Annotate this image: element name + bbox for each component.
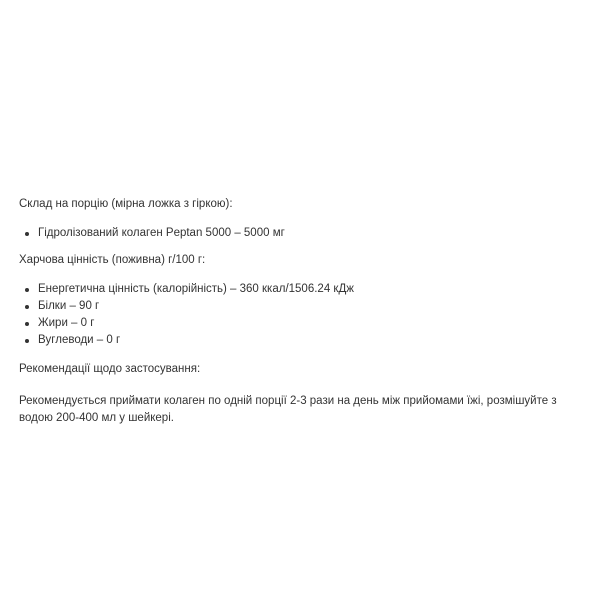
nutrition-item-text: Білки – 90 г — [38, 300, 100, 312]
serving-item-text: Гідролізований колаген Peptan 5000 – 5000 мг — [38, 227, 285, 239]
nutrition-list — [19, 281, 589, 349]
list-item — [19, 332, 589, 349]
list-item — [19, 281, 589, 298]
list-item — [19, 225, 589, 242]
bullet-icon — [25, 305, 29, 309]
bullet-icon — [25, 339, 29, 343]
nutrition-item-text: Енергетична цінність (калорійність) – 360 ккал/1506.24 кДж — [38, 283, 354, 295]
bullet-icon — [25, 322, 29, 326]
serving-heading: Склад на порцію (мірна ложка з гіркою): — [19, 198, 233, 210]
list-item — [19, 315, 589, 332]
serving-list — [19, 225, 589, 242]
recommendations-heading: Рекомендації щодо застосування: — [19, 363, 201, 375]
nutrition-item-text: Жири – 0 г — [38, 317, 95, 329]
bullet-icon — [25, 232, 29, 236]
bullet-icon — [25, 288, 29, 292]
nutrition-heading: Харчова цінність (поживна) г/100 г: — [19, 254, 206, 266]
nutrition-item-text: Вуглеводи – 0 г — [38, 334, 121, 346]
recommendations-text: Рекомендується приймати колаген по одній порції 2-3 рази на день між прийомами їжі, розмішуйте з водою 200-400 мл у шейкері. — [19, 395, 557, 424]
product-description — [19, 196, 589, 427]
list-item — [19, 298, 589, 315]
